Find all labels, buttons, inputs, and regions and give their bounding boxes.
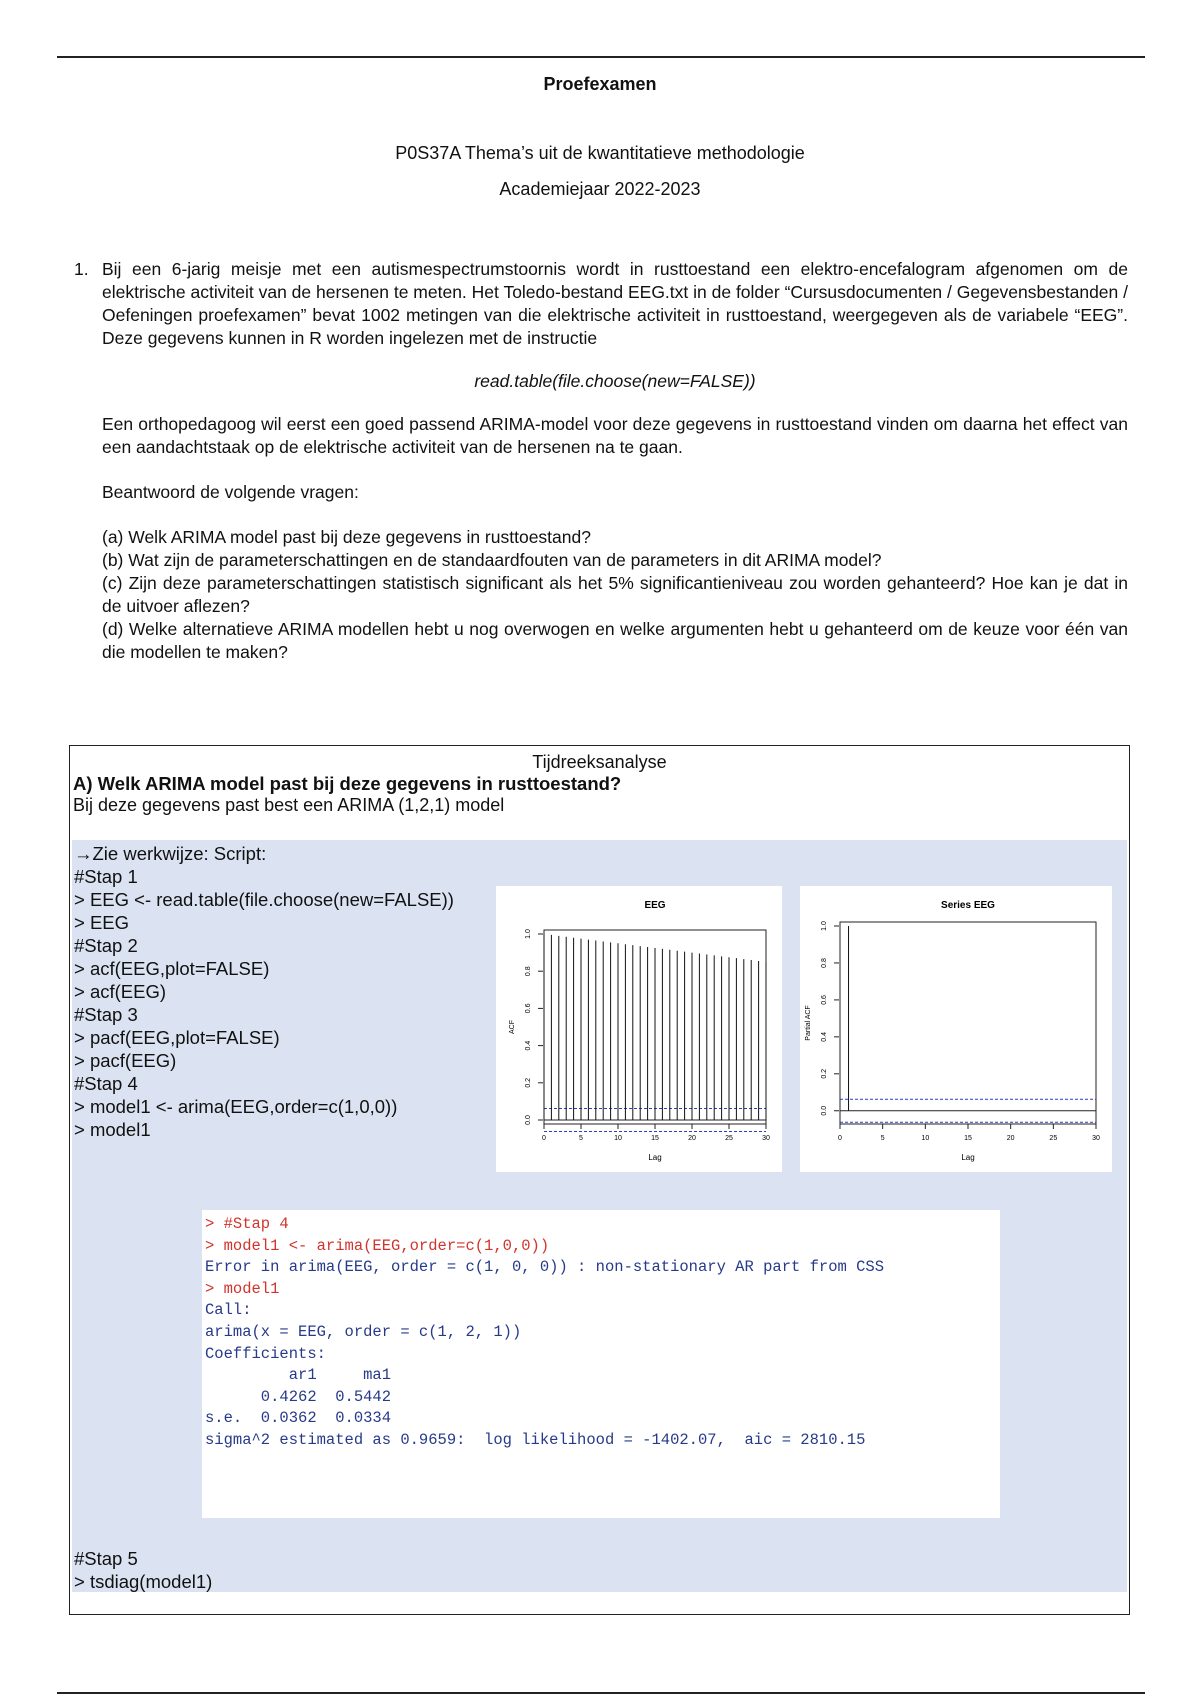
x-tick-label: 10: [614, 1135, 622, 1142]
y-tick-label: 0.8: [821, 958, 828, 968]
x-axis-label: Lag: [961, 1153, 975, 1162]
x-tick-label: 30: [1092, 1135, 1100, 1142]
chart-title: Series EEG: [941, 900, 995, 911]
x-tick-label: 30: [762, 1135, 770, 1142]
chart-title: EEG: [644, 900, 666, 911]
answer-box: [69, 745, 1130, 1615]
pacf-chart-svg: [800, 886, 1112, 1172]
answer-heading: Tijdreeksanalyse: [532, 752, 667, 772]
x-tick-label: 5: [579, 1135, 583, 1142]
question-intro: Bij een 6-jarig meisje met een autismespectrumstoornis wordt in rusttoestand een elektro-encefalogram afgenomen om de elektrische activiteit van de hersenen te meten. Het Toledo-bestand EEG.txt in de folder “Cursusdocumenten / Gegevensbestanden / Oefeningen proefexamen” bevat 1002 metingen van die elektrische activiteit in rusttoestand, weergegeven als de variabele “EEG”. Deze gegevens kunnen in R worden ingelezen met de instructie: [102, 259, 1128, 348]
y-tick-label: 0.2: [821, 1068, 828, 1079]
script-line: > model1 <- arima(EEG,order=c(1,0,0)): [74, 1096, 398, 1117]
script-line: #Stap 5: [74, 1548, 138, 1569]
console-line: Call:: [205, 1301, 252, 1320]
console-line: Coefficients:: [205, 1344, 326, 1363]
script-panel: [72, 840, 1127, 1592]
sub-question-a: (a) Welk ARIMA model past bij deze gegevens in rusttoestand?: [102, 527, 591, 547]
console-line: Error in arima(EEG, order = c(1, 0, 0)) : non-stationary AR part from CSS: [205, 1258, 885, 1277]
r-script: [74, 842, 454, 1141]
r-console-output: [202, 1210, 1000, 1518]
bottom-rule: [57, 1692, 1145, 1694]
x-tick-label: 25: [1049, 1135, 1058, 1142]
y-tick-label: 1.0: [525, 929, 532, 939]
sub-question-b: (b) Wat zijn de parameterschattingen en de standaardfouten van de parameters in dit ARIMA model?: [102, 550, 882, 570]
console-line: > #Stap 4: [205, 1215, 289, 1233]
x-tick-label: 15: [651, 1135, 659, 1142]
course-name: P0S37A Thema’s uit de kwantitatieve methodologie: [395, 143, 805, 163]
console-line: > model1: [205, 1279, 280, 1298]
pacf-plot: [800, 886, 1112, 1172]
y-tick-label: 0.2: [525, 1077, 532, 1088]
script-line: > model1: [74, 1119, 151, 1140]
question-number: 1.: [74, 259, 89, 279]
script-line: #Stap 3: [74, 1004, 138, 1025]
x-tick-label: 20: [1006, 1135, 1015, 1142]
script-line: > pacf(EEG): [74, 1050, 177, 1071]
script-line: > acf(EEG): [74, 981, 167, 1002]
answer-question: A) Welk ARIMA model past bij deze gegevens in rusttoestand?: [73, 773, 622, 794]
x-tick-label: 15: [964, 1135, 972, 1142]
page-title: Proefexamen: [543, 74, 657, 94]
script-line: > acf(EEG,plot=FALSE): [74, 958, 270, 979]
y-tick-label: 0.6: [525, 1003, 532, 1014]
y-tick-label: 0.4: [525, 1040, 532, 1051]
console-line: ar1 ma1: [205, 1366, 392, 1385]
x-tick-label: 0: [838, 1135, 842, 1142]
script-line: > tsdiag(model1): [74, 1571, 213, 1592]
x-tick-label: 10: [921, 1135, 930, 1142]
plot-frame: [840, 922, 1096, 1124]
x-tick-label: 0: [542, 1135, 546, 1142]
x-tick-label: 5: [880, 1135, 885, 1142]
y-tick-label: 0.0: [525, 1115, 532, 1125]
y-tick-label: 0.4: [821, 1031, 828, 1042]
y-tick-label: 0.8: [525, 966, 532, 977]
script-line: > pacf(EEG,plot=FALSE): [74, 1027, 280, 1048]
script-line: #Stap 2: [74, 935, 138, 956]
answer-text: Bij deze gegevens past best een ARIMA (1,2,1) model: [73, 795, 505, 815]
console-line: > model1 <- arima(EEG,order=c(1,0,0)): [205, 1236, 550, 1255]
y-tick-label: 0.0: [821, 1105, 828, 1116]
acf-chart-svg: [496, 886, 782, 1172]
acf-plot: [496, 886, 782, 1172]
script-line: > EEG: [74, 912, 130, 933]
x-tick-label: 20: [688, 1135, 696, 1142]
top-rule: [57, 56, 1145, 58]
y-axis-label: Partial ACF: [805, 1005, 812, 1041]
academic-year: Academiejaar 2022-2023: [499, 179, 701, 199]
question-prompt: Beantwoord de volgende vragen:: [102, 482, 359, 502]
script-line: →Zie werkwijze: Script:: [74, 843, 267, 864]
script-line: > EEG <- read.table(file.choose(new=FALSE)): [74, 889, 454, 910]
script-line: #Stap 4: [74, 1073, 138, 1094]
read-instruction: read.table(file.choose(new=FALSE)): [474, 371, 756, 391]
console-line: sigma^2 estimated as 0.9659: log likelihood = -1402.07, aic = 2810.15: [205, 1430, 866, 1449]
console-line: s.e. 0.0362 0.0334: [205, 1409, 392, 1428]
question-1: [74, 258, 1128, 664]
r-script-end: [74, 1547, 212, 1593]
sub-questions: [102, 526, 1128, 664]
y-axis-label: ACF: [509, 1020, 516, 1034]
sub-question-d: (d) Welke alternatieve ARIMA modellen hebt u nog overwogen en welke argumenten hebt u gehanteerd om de keuze voor één van die modellen te maken?: [102, 619, 1128, 662]
y-tick-label: 1.0: [821, 921, 828, 931]
sub-question-c: (c) Zijn deze parameterschattingen statistisch significant als het 5% significantieniveau zou worden gehanteerd? Hoe kan je dat in de uitvoer aflezen?: [102, 573, 1128, 616]
y-tick-label: 0.6: [821, 995, 828, 1005]
script-line: #Stap 1: [74, 866, 138, 887]
console-line: 0.4262 0.5442: [205, 1387, 392, 1406]
question-context: Een orthopedagoog wil eerst een goed passend ARIMA-model voor deze gegevens in rusttoestand vinden om daarna het effect van een aandachtstaak op de elektrische activiteit van de hersenen na te gaan.: [102, 414, 1128, 457]
console-line: arima(x = EEG, order = c(1, 2, 1)): [205, 1322, 522, 1341]
x-axis-label: Lag: [648, 1153, 662, 1162]
x-tick-label: 25: [725, 1135, 733, 1142]
